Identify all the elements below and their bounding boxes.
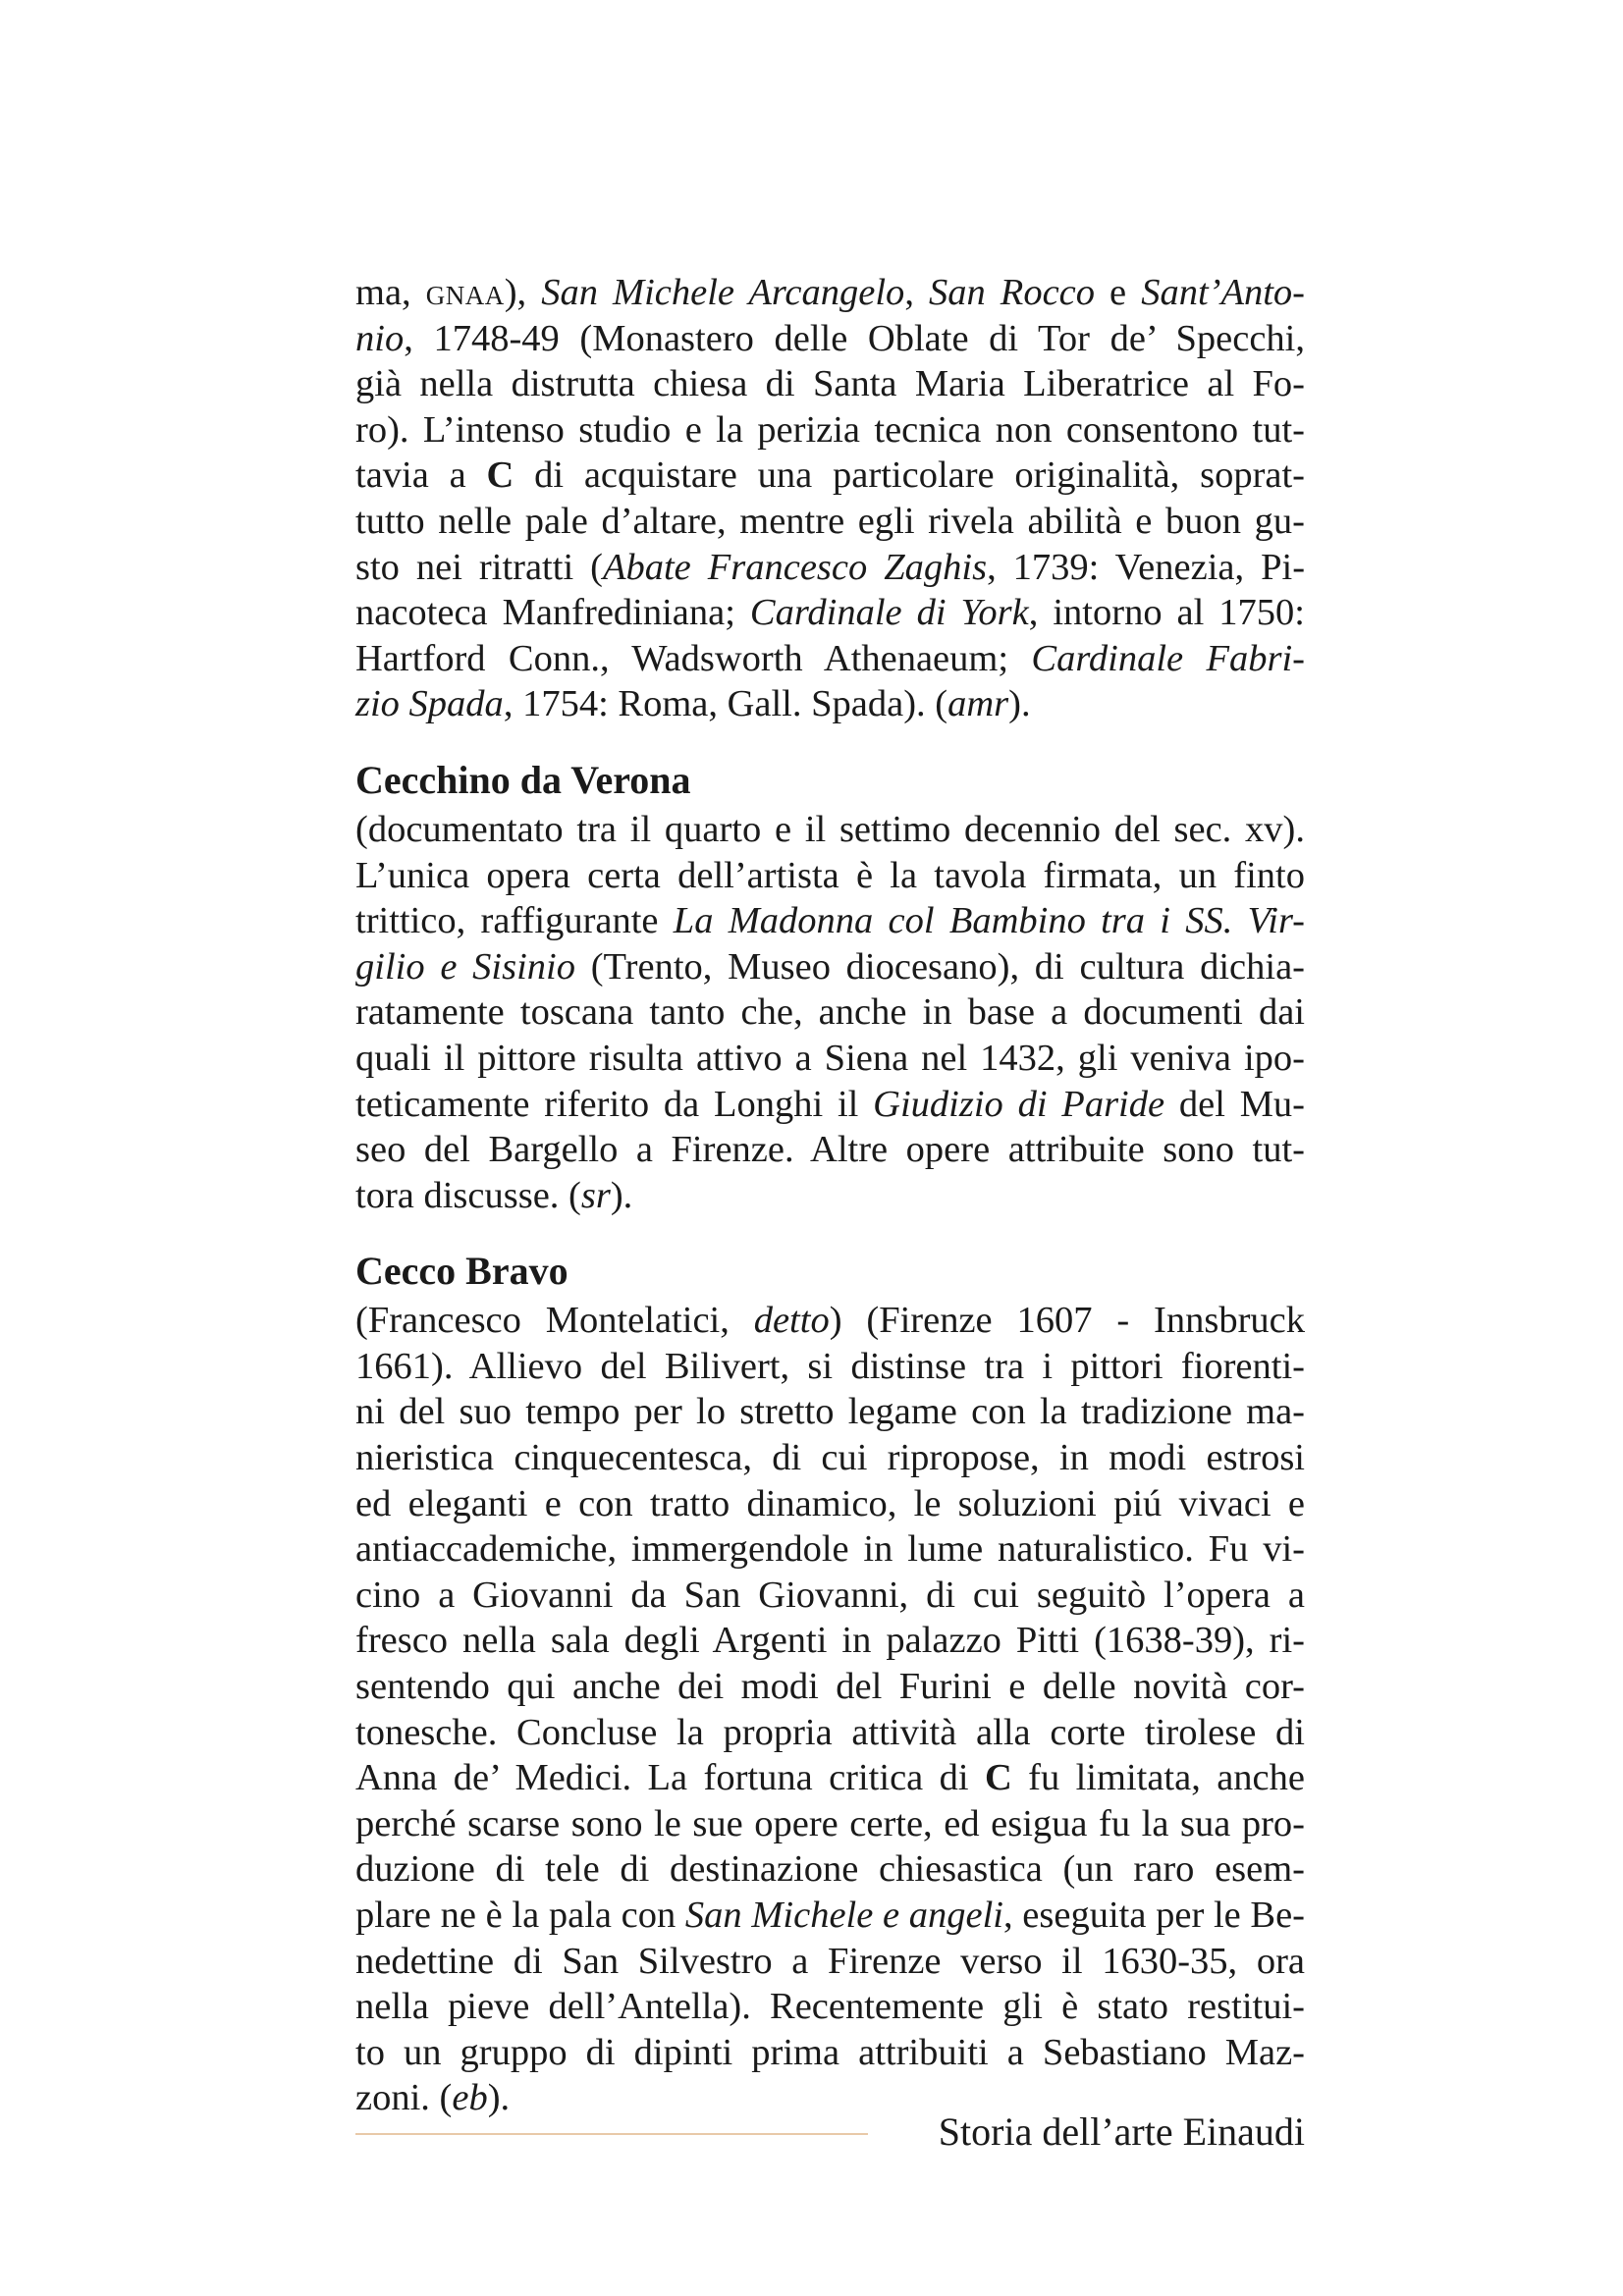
text-line — [355, 2030, 1305, 2076]
italic-text: Cardinale di York — [749, 592, 1029, 634]
text-run: sentendo qui anche dei modi del Furini e delle novità cor- — [355, 1666, 1305, 1708]
entry-body — [355, 1298, 1305, 2121]
footer-title: Storia dell’arte Einaudi — [938, 2109, 1305, 2154]
text-run: fu limitata, anche — [1011, 1757, 1305, 1799]
text-run: Anna de’ Medici. La fortuna critica di — [355, 1757, 985, 1799]
text-line — [355, 636, 1305, 682]
text-run: ), — [504, 272, 542, 313]
text-line — [355, 944, 1305, 990]
text-run: trittico, raffigurante — [355, 900, 674, 942]
smallcaps-abbrev: gnaa — [425, 272, 505, 313]
text-run: ma, — [355, 272, 426, 313]
text-line — [355, 1526, 1305, 1573]
text-run: (Francesco Montelatici, — [355, 1300, 754, 1342]
page-body — [355, 270, 1305, 2121]
text-run: quali il pittore risulta attivo a Siena nel 1432, gli veniva ipo- — [355, 1037, 1305, 1079]
italic-text: nio — [355, 317, 405, 359]
text-run: nieristica cinquecentesca, di cui ripropose, in modi estrosi — [355, 1437, 1305, 1479]
text-run: sto nei ritratti ( — [355, 546, 603, 588]
text-run: , 1748-49 (Monastero delle Oblate di Tor de’ Specchi, — [404, 317, 1305, 359]
text-line — [355, 1573, 1305, 1619]
text-line — [355, 1984, 1305, 2030]
entry-cecchino-da-verona — [355, 757, 1305, 1218]
text-run: del Mu- — [1164, 1083, 1305, 1125]
text-run: tavia a — [355, 454, 487, 497]
italic-text: Cardinale Fabri- — [1031, 637, 1305, 679]
text-line — [355, 361, 1305, 407]
entry-heading: Cecchino da Verona — [355, 757, 691, 802]
italic-text: gilio e Sisinio — [355, 945, 575, 988]
text-run: tora discusse. ( — [355, 1174, 581, 1216]
intro-paragraph — [355, 270, 1305, 727]
text-line — [355, 1893, 1305, 1939]
italic-text: eb — [452, 2077, 488, 2119]
text-run: e — [1095, 272, 1142, 313]
text-line — [355, 1755, 1305, 1801]
italic-text: Abate Francesco Zaghis — [602, 546, 988, 588]
text-run: di acquistare una particolare originalità, soprat- — [514, 454, 1305, 497]
text-line — [355, 681, 1305, 727]
text-run: , eseguita per le Be- — [1003, 1895, 1305, 1936]
italic-text: Giudizio di Paride — [873, 1083, 1165, 1125]
text-run: Hartford Conn., Wadsworth Athenaeum; — [355, 637, 1032, 679]
text-run: , intorno al 1750: — [1028, 592, 1306, 634]
entry-heading: Cecco Bravo — [355, 1249, 568, 1294]
entry-cecco-bravo — [355, 1248, 1305, 2121]
text-run: , — [904, 272, 929, 313]
text-line — [355, 1127, 1305, 1173]
text-run: ). — [1008, 683, 1031, 725]
italic-text: sr — [580, 1174, 611, 1216]
text-line — [355, 270, 1305, 316]
text-line — [355, 1036, 1305, 1082]
bold-initial: C — [984, 1757, 1012, 1799]
text-run: to un gruppo di dipinti prima attribuiti a Sebastiano Maz- — [355, 2031, 1305, 2073]
italic-text: San Michele Arcangelo — [541, 272, 905, 313]
text-run: ed eleganti e con tratto dinamico, le soluzioni piú vivaci e — [355, 1482, 1305, 1524]
italic-text: zio Spada — [355, 683, 504, 725]
text-line — [355, 1618, 1305, 1664]
text-run: ratamente toscana tanto che, anche in base a documenti dai — [355, 991, 1305, 1034]
italic-text: San Rocco — [929, 272, 1095, 313]
text-line — [355, 1801, 1305, 1847]
text-run: L’unica opera certa dell’artista è la tavola firmata, un finto — [355, 854, 1305, 896]
text-line — [355, 407, 1305, 454]
text-line — [355, 499, 1305, 545]
text-run: seo del Bargello a Firenze. Altre opere attribuite sono tut- — [355, 1129, 1305, 1171]
text-line — [355, 1082, 1305, 1128]
text-line — [355, 453, 1305, 499]
text-line — [355, 316, 1305, 362]
text-run: teticamente riferito da Longhi il — [355, 1083, 874, 1125]
italic-text: Sant’Anto- — [1141, 272, 1306, 313]
text-run: 1661). Allievo del Bilivert, si distinse tra i pittori fiorenti- — [355, 1345, 1305, 1387]
text-line — [355, 1344, 1305, 1390]
text-line — [355, 1173, 1305, 1219]
text-run: ) (Firenze 1607 - Innsbruck — [829, 1300, 1305, 1342]
text-run: antiaccademiche, immergendole in lume naturalistico. Fu vi- — [355, 1528, 1305, 1571]
text-line — [355, 898, 1305, 944]
text-line — [355, 1939, 1305, 1985]
entry-body — [355, 807, 1305, 1218]
text-line — [355, 1389, 1305, 1435]
italic-text: amr — [947, 683, 1009, 725]
text-run: (documentato tra il quarto e il settimo decennio del sec. xv). — [355, 808, 1305, 850]
text-run: ). — [487, 2077, 511, 2119]
bold-initial: C — [486, 454, 514, 497]
text-line — [355, 1664, 1305, 1710]
text-run: ni del suo tempo per lo stretto legame con la tradizione ma- — [355, 1391, 1305, 1433]
text-run: tonesche. Concluse la propria attività alla corte tirolese di — [355, 1711, 1305, 1753]
text-run: cino a Giovanni da San Giovanni, di cui seguitò l’opera a — [355, 1574, 1305, 1616]
text-run: , 1739: Venezia, Pi- — [987, 546, 1306, 588]
text-line — [355, 989, 1305, 1036]
text-line — [355, 1298, 1305, 1344]
italic-text: San Michele e angeli — [684, 1895, 1003, 1936]
footer-rule — [355, 2133, 868, 2135]
text-run: già nella distrutta chiesa di Santa Maria Liberatrice al Fo- — [355, 363, 1305, 405]
text-run: nedettine di San Silvestro a Firenze verso il 1630-35, ora — [355, 1940, 1305, 1982]
text-run: nacoteca Manfrediniana; — [355, 592, 750, 634]
text-line — [355, 1435, 1305, 1481]
text-line — [355, 1481, 1305, 1527]
text-run: ro). L’intenso studio e la perizia tecnica non consentono tut- — [355, 408, 1305, 451]
text-line — [355, 1846, 1305, 1893]
italic-text: detto — [753, 1300, 830, 1342]
text-run: zoni. ( — [355, 2077, 453, 2119]
text-line — [355, 853, 1305, 899]
text-run: tutto nelle pale d’altare, mentre egli rivela abilità e buon gu- — [355, 500, 1305, 542]
text-run: ). — [610, 1174, 633, 1216]
text-line — [355, 807, 1305, 853]
italic-text: La Madonna col Bambino tra i SS. Vir- — [673, 900, 1305, 942]
text-run: perché scarse sono le sue opere certe, ed esigua fu la sua pro- — [355, 1802, 1305, 1844]
text-run: plare ne è la pala con — [355, 1895, 685, 1936]
text-run: (Trento, Museo diocesano), di cultura dichia- — [574, 945, 1305, 988]
text-line — [355, 545, 1305, 591]
text-line — [355, 590, 1305, 636]
text-line — [355, 1710, 1305, 1756]
text-run: duzione di tele di destinazione chiesastica (un raro esem- — [355, 1848, 1305, 1891]
text-run: nella pieve dell’Antella). Recentemente gli è stato restitui- — [355, 1986, 1305, 2028]
text-run: , 1754: Roma, Gall. Spada). ( — [503, 683, 948, 725]
text-run: fresco nella sala degli Argenti in palazzo Pitti (1638-39), ri- — [355, 1620, 1305, 1662]
